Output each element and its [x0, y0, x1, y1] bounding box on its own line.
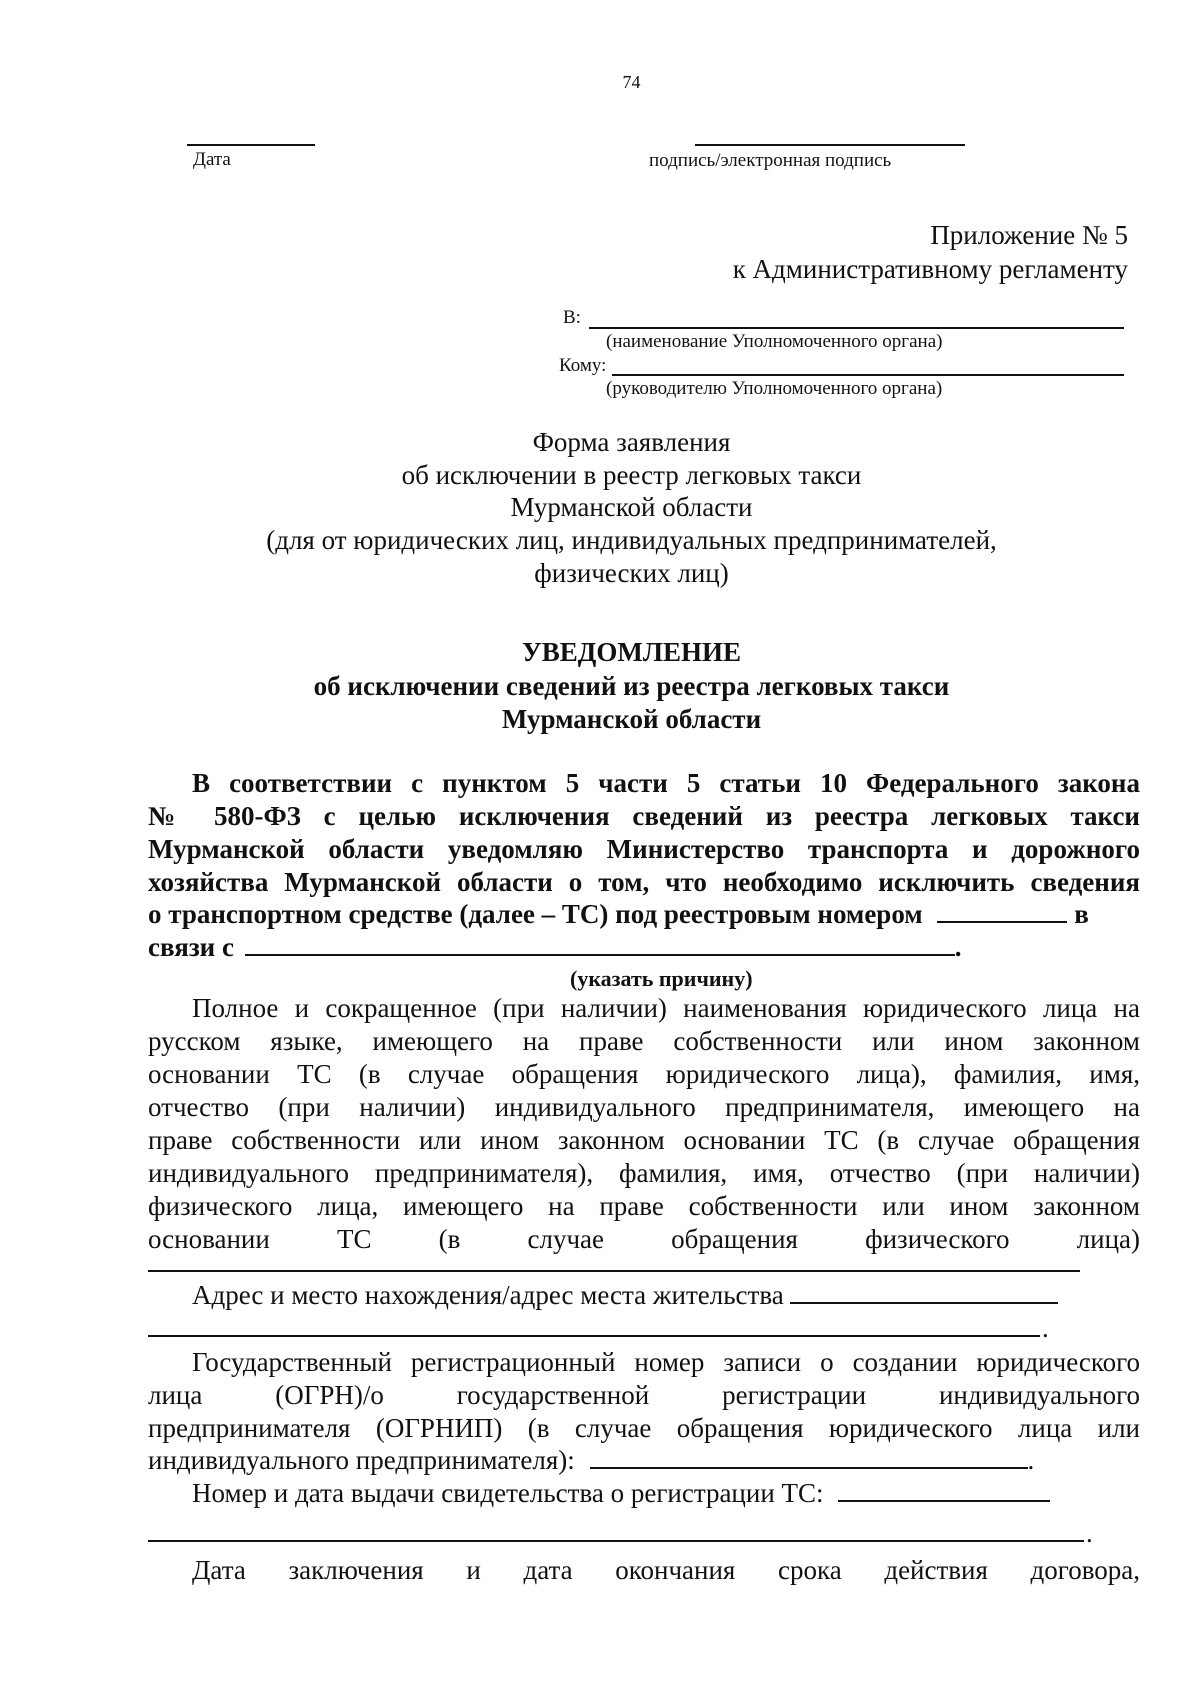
form-title-4: (для от юридических лиц, индивидуальных предпринимателей, — [266, 525, 997, 555]
registry-number-field[interactable] — [937, 899, 1067, 923]
to-line — [589, 327, 1124, 329]
body-p1-line-2: № 580-ФЗ с целью исключения сведений из реестра легковых такси — [148, 801, 1140, 831]
reason-hint: (указать причину) — [570, 966, 753, 991]
body-p1-line-3: Мурманской области уведомляю Министерство транспорта и дорожного — [148, 834, 1140, 864]
signature-label: подпись/электронная подпись — [649, 150, 892, 171]
ogrn-label: индивидуального предпринимателя): — [148, 1445, 575, 1475]
body-p3-line-3: предпринимателя (ОГРНИП) (в случае обращения юридического лица или — [148, 1413, 1140, 1443]
cert-field-1[interactable] — [838, 1478, 1050, 1502]
to-label: В: — [563, 307, 581, 328]
body-p3-line-2: лица (ОГРН)/о государственной регистрации индивидуального — [148, 1380, 1140, 1410]
body-p2-line-2: русском языке, имеющего на праве собственности или ином законном — [148, 1026, 1140, 1056]
form-title-1: Форма заявления — [532, 427, 731, 457]
whom-label: Кому: — [559, 355, 607, 376]
ogrn-dot: . — [1027, 1445, 1035, 1475]
cert-line — [192, 1478, 1050, 1509]
whom-line — [612, 374, 1124, 376]
address-dot: . — [1042, 1313, 1049, 1343]
date-line — [187, 144, 315, 146]
page-number: 74 — [622, 72, 641, 92]
reason-dot: . — [954, 932, 962, 962]
body-p4-line-1: Дата заключения и дата окончания срока действия договора, — [192, 1555, 1140, 1585]
body-p1-line-1: В соответствии с пунктом 5 части 5 статьи 10 Федерального закона — [192, 768, 1140, 798]
body-p3-line-4 — [148, 1445, 1034, 1476]
body-p2-line-1: Полное и сокращенное (при наличии) наименования юридического лица на — [192, 993, 1140, 1023]
address-field-2[interactable] — [148, 1335, 1040, 1337]
body-p2-line-4: отчество (при наличии) индивидуального предпринимателя, имеющего на — [148, 1092, 1140, 1122]
body-p2-line-8: основании ТС (в случае обращения физического лица) — [148, 1224, 1140, 1254]
address-field-1[interactable] — [790, 1280, 1058, 1304]
appendix-line-2: к Административному регламенту — [732, 254, 1128, 284]
body-p2-line-7: физического лица, имеющего на праве собственности или ином законном — [148, 1191, 1140, 1221]
body-p1-line-5-end: в — [1074, 899, 1089, 929]
reason-field[interactable] — [245, 932, 955, 956]
body-p1-line-5 — [148, 899, 1089, 930]
date-label: Дата — [193, 149, 231, 170]
cert-field-2[interactable] — [148, 1540, 1084, 1542]
notice-subtitle-2: Мурманской области — [501, 704, 762, 734]
body-p1-line-6 — [148, 932, 961, 963]
appendix-line-1: Приложение № 5 — [930, 220, 1128, 250]
body-p1-line-5-text: о транспортном средстве (далее – ТС) под реестровым номером — [148, 899, 923, 929]
cert-dot: . — [1086, 1518, 1093, 1548]
whom-hint: (руководителю Уполномоченного органа) — [606, 378, 943, 399]
reason-label: связи с — [148, 932, 234, 962]
body-p3-line-1: Государственный регистрационный номер записи о создании юридического — [192, 1347, 1140, 1377]
ogrn-field[interactable] — [590, 1445, 1028, 1469]
form-title-3: Мурманской области — [510, 492, 753, 522]
form-title-5: физических лиц) — [534, 558, 729, 588]
owner-name-field[interactable] — [148, 1270, 1080, 1272]
signature-line — [695, 144, 965, 146]
notice-title: УВЕДОМЛЕНИЕ — [521, 637, 742, 667]
address-line — [192, 1280, 1058, 1311]
body-p2-line-5: праве собственности или ином законном основании ТС (в случае обращения — [148, 1125, 1140, 1155]
cert-label: Номер и дата выдачи свидетельства о регистрации ТС: — [192, 1478, 824, 1508]
form-title-2: об исключении в реестр легковых такси — [401, 460, 862, 490]
body-p2-line-3: основании ТС (в случае обращения юридического лица), фамилия, имя, — [148, 1059, 1140, 1089]
notice-subtitle-1: об исключении сведений из реестра легковых такси — [313, 671, 950, 701]
body-p2-line-6: индивидуального предпринимателя), фамилия, имя, отчество (при наличии) — [148, 1158, 1140, 1188]
body-p1-line-4: хозяйства Мурманской области о том, что необходимо исключить сведения — [148, 867, 1140, 897]
to-hint: (наименование Уполномоченного органа) — [606, 331, 943, 352]
address-label: Адрес и место нахождения/адрес места жительства — [192, 1280, 784, 1310]
